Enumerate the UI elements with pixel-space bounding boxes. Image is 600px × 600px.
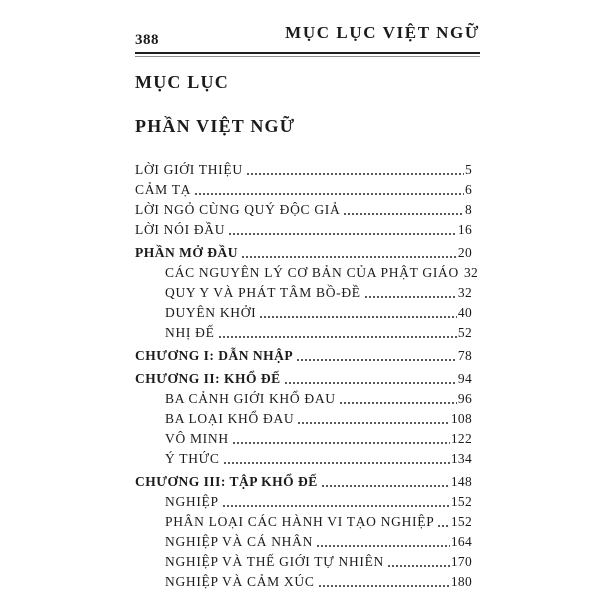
toc-entry-label: DUYÊN KHỞI <box>165 304 257 320</box>
toc-entry-page: 122 <box>450 430 472 446</box>
toc-entry <box>135 490 472 510</box>
toc-entry-page: 108 <box>450 410 472 426</box>
toc-entry <box>135 387 472 407</box>
toc-entry-label: LỜI NÓI ĐẦU <box>135 221 226 237</box>
dot-leader <box>242 256 457 258</box>
dot-leader <box>344 213 464 215</box>
toc-entry-label: LỜI NGỎ CÙNG QUÝ ĐỘC GIẢ <box>135 201 341 217</box>
dot-leader <box>297 359 457 361</box>
toc-entry-label: LỜI GIỚI THIỆU <box>135 161 243 177</box>
toc-entry-chapter <box>135 470 472 490</box>
toc-entry <box>135 321 472 341</box>
toc-entry-label: NGHIỆP VÀ THẾ GIỚI TỰ NHIÊN <box>165 553 384 569</box>
toc-entry-label: QUY Y VÀ PHÁT TÂM BỒ-ĐỀ <box>165 284 361 300</box>
toc-entry-label: VÔ MINH <box>165 430 229 446</box>
toc-entry <box>135 407 472 427</box>
toc-entry <box>135 510 472 530</box>
toc-entry-page: 52 <box>457 324 472 340</box>
toc-entry-page: 134 <box>450 450 472 466</box>
dot-leader <box>317 545 450 547</box>
running-header-title: MỤC LỤC VIỆT NGỮ <box>285 23 480 42</box>
toc-entry-chapter <box>135 241 472 261</box>
dot-leader <box>438 525 449 527</box>
toc-entry-page: 40 <box>457 304 472 320</box>
toc-entry-page: 6 <box>464 181 472 197</box>
toc-entry-page: 78 <box>457 347 472 363</box>
toc-entry <box>135 301 472 321</box>
page-title: MỤC LỤC <box>135 72 229 92</box>
toc-entry-page: 164 <box>450 533 472 549</box>
toc-entry <box>135 158 472 178</box>
toc-entry-label: NGHIỆP VÀ CÁ NHÂN <box>165 533 314 549</box>
toc-entry-label: CHƯƠNG II: KHỔ ĐẾ <box>135 370 281 386</box>
toc-entry-label: CẢM TẠ <box>135 181 192 197</box>
toc-entry <box>135 570 472 590</box>
dot-leader <box>260 316 457 318</box>
toc-entry-page: 32 <box>463 264 479 280</box>
toc-entry-label: BA CẢNH GIỚI KHỔ ĐAU <box>165 390 336 406</box>
toc-entry <box>135 281 472 301</box>
dot-leader <box>247 173 464 175</box>
dot-leader <box>229 233 457 235</box>
toc-entry <box>135 550 472 570</box>
dot-leader <box>219 336 457 338</box>
toc-entry <box>135 261 479 281</box>
header-rule <box>135 52 480 57</box>
toc-entry <box>135 178 472 198</box>
toc-entry-label: BA LOẠI KHỔ ĐAU <box>165 410 295 426</box>
dot-leader <box>365 296 457 298</box>
book-page <box>135 24 480 590</box>
dot-leader <box>233 442 450 444</box>
toc-entry-page: 5 <box>464 161 472 177</box>
toc-entry-page: 16 <box>457 221 472 237</box>
toc-entry-page: 148 <box>450 473 472 489</box>
toc-entry-page: 152 <box>450 513 472 529</box>
running-header <box>135 24 480 48</box>
dot-leader <box>322 485 450 487</box>
toc-entry-page: 170 <box>450 553 472 569</box>
toc-entry-label: NHỊ ĐẾ <box>165 324 215 340</box>
toc-entry <box>135 530 472 550</box>
toc-entry-page: 8 <box>464 201 472 217</box>
section-title: PHẦN VIỆT NGỮ <box>135 116 296 136</box>
toc-entry-page: 152 <box>450 493 472 509</box>
toc-entry-label: PHẦN MỞ ĐẦU <box>135 244 238 260</box>
dot-leader <box>340 402 457 404</box>
toc-entry-chapter <box>135 367 472 387</box>
toc-entry-chapter <box>135 344 472 364</box>
dot-leader <box>223 505 450 507</box>
table-of-contents <box>135 158 480 590</box>
toc-entry <box>135 447 472 467</box>
toc-entry-page: 32 <box>457 284 472 300</box>
dot-leader <box>319 585 450 587</box>
toc-entry-label: Ý THỨC <box>165 450 220 466</box>
toc-entry-label: CHƯƠNG III: TẬP KHỔ ĐẾ <box>135 473 318 489</box>
toc-entry <box>135 427 472 447</box>
dot-leader <box>285 382 457 384</box>
page-number-folio: 388 <box>135 32 159 48</box>
toc-entry-label: CÁC NGUYÊN LÝ CƠ BẢN CỦA PHẬT GIÁO <box>165 264 459 280</box>
dot-leader <box>298 422 449 424</box>
toc-entry-page: 96 <box>457 390 472 406</box>
toc-entry <box>135 218 472 238</box>
toc-entry-label: CHƯƠNG I: DẪN NHẬP <box>135 347 294 363</box>
toc-entry <box>135 198 472 218</box>
dot-leader <box>388 565 450 567</box>
toc-entry-label: NGHIỆP VÀ CẢM XÚC <box>165 573 315 589</box>
dot-leader <box>195 193 464 195</box>
toc-entry-page: 180 <box>450 573 472 589</box>
toc-entry-label: NGHIỆP <box>165 493 219 509</box>
toc-entry-page: 94 <box>457 370 472 386</box>
dot-leader <box>224 462 450 464</box>
toc-entry-page: 20 <box>457 244 472 260</box>
toc-entry-label: PHÂN LOẠI CÁC HÀNH VI TẠO NGHIỆP <box>165 513 435 529</box>
